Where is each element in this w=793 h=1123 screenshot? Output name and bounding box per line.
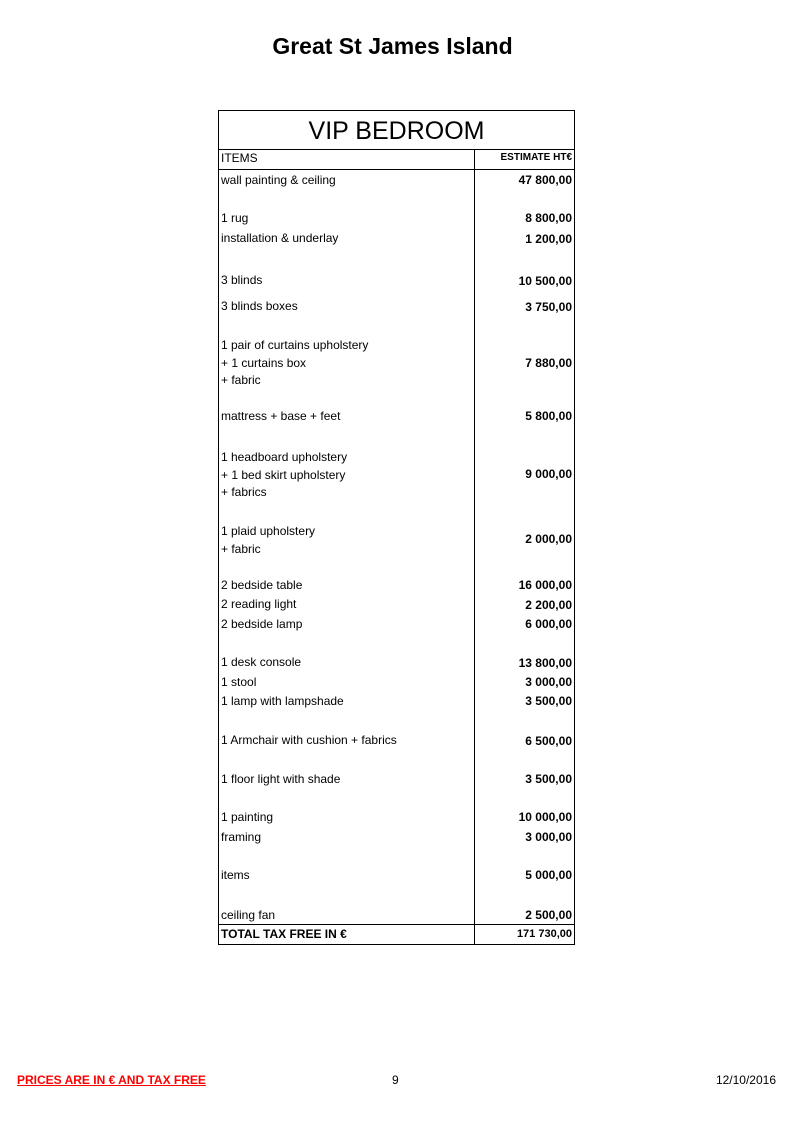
table-row-item	[221, 867, 471, 885]
table-row-item	[221, 272, 471, 290]
item-line: wall painting & ceiling	[221, 173, 336, 187]
column-divider	[474, 149, 475, 944]
table-row-price: 3 750,00	[525, 300, 572, 314]
item-line: 1 painting	[221, 810, 274, 824]
table-row-item	[221, 577, 471, 595]
table-row-price: 2 000,00	[525, 532, 572, 546]
table-row-price: 5 800,00	[525, 409, 572, 423]
table-row-item	[221, 408, 471, 426]
table-row-item	[221, 732, 471, 750]
table-row-price: 3 000,00	[525, 830, 572, 844]
table-row-item	[221, 523, 471, 558]
item-line: 1 desk console	[221, 655, 302, 669]
table-row-item	[221, 337, 471, 390]
table-row-item	[221, 298, 471, 316]
table-row-item	[221, 809, 471, 827]
table-row-item	[221, 693, 471, 711]
table-row-price: 6 000,00	[525, 617, 572, 631]
table-row-item	[221, 596, 471, 614]
table-row-item	[221, 907, 471, 925]
item-line: + 1 curtains box	[221, 355, 307, 370]
table-row-price: 47 800,00	[518, 173, 572, 187]
column-header-estimate: ESTIMATE HT€	[500, 152, 572, 163]
item-line: 1 rug	[221, 211, 249, 225]
table-row-price: 9 000,00	[525, 467, 572, 481]
item-line: 1 Armchair with cushion + fabrics	[221, 733, 397, 747]
table-row-item	[221, 230, 471, 248]
table-row-price: 3 500,00	[525, 694, 572, 708]
table-row-price: 8 800,00	[525, 211, 572, 225]
item-line: + 1 bed skirt upholstery	[221, 467, 346, 482]
table-row-item	[221, 654, 471, 672]
item-line: 2 reading light	[221, 597, 297, 611]
item-line: + fabric	[221, 541, 261, 556]
item-line: installation & underlay	[221, 231, 339, 245]
table-row-item	[221, 449, 471, 502]
sheet-title: VIP BEDROOM	[219, 111, 574, 150]
item-line: 1 pair of curtains upholstery	[221, 338, 369, 352]
header-divider	[219, 169, 574, 170]
table-row-item	[221, 771, 471, 789]
item-line: 3 blinds	[221, 273, 263, 287]
item-line: 1 plaid upholstery	[221, 524, 316, 538]
item-line: 2 bedside lamp	[221, 617, 303, 631]
item-line: framing	[221, 830, 262, 844]
table-row-item	[221, 172, 471, 190]
table-row-price: 5 000,00	[525, 868, 572, 882]
prices-notice: PRICES ARE IN € AND TAX FREE	[17, 1073, 206, 1087]
table-row-price: 1 200,00	[525, 232, 572, 246]
table-row-price: 3 500,00	[525, 772, 572, 786]
total-divider	[219, 924, 574, 925]
table-row-price: 2 200,00	[525, 598, 572, 612]
item-line: mattress + base + feet	[221, 409, 341, 423]
item-line: 1 lamp with lampshade	[221, 694, 344, 708]
item-line: items	[221, 868, 250, 882]
total-value: 171 730,00	[516, 928, 572, 940]
item-line: 2 bedside table	[221, 578, 303, 592]
item-line: + fabrics	[221, 485, 267, 499]
item-line: 1 floor light with shade	[221, 772, 341, 786]
table-row-price: 6 500,00	[525, 734, 572, 748]
table-row-price: 3 000,00	[525, 675, 572, 689]
column-header-items: ITEMS	[221, 151, 258, 165]
page-title: Great St James Island	[272, 33, 513, 59]
item-line: 1 headboard upholstery	[221, 450, 348, 464]
item-line: + fabric	[221, 373, 261, 387]
table-row-price: 10 000,00	[518, 810, 572, 824]
item-line: ceiling fan	[221, 908, 276, 922]
table-row-price: 10 500,00	[518, 274, 572, 288]
total-label: TOTAL TAX FREE IN €	[221, 927, 347, 941]
table-row-item	[221, 210, 471, 228]
table-row-item	[221, 674, 471, 692]
page-number: 9	[392, 1073, 399, 1087]
item-line: 3 blinds boxes	[221, 299, 298, 313]
table-row-price: 7 880,00	[525, 356, 572, 370]
item-line: 1 stool	[221, 675, 257, 689]
table-row-item	[221, 616, 471, 634]
table-row-price: 2 500,00	[525, 908, 572, 922]
footer-date: 12/10/2016	[715, 1073, 776, 1087]
table-row-price: 16 000,00	[518, 578, 572, 592]
table-row-item	[221, 829, 471, 847]
estimate-table	[218, 110, 575, 945]
table-row-price: 13 800,00	[518, 656, 572, 670]
